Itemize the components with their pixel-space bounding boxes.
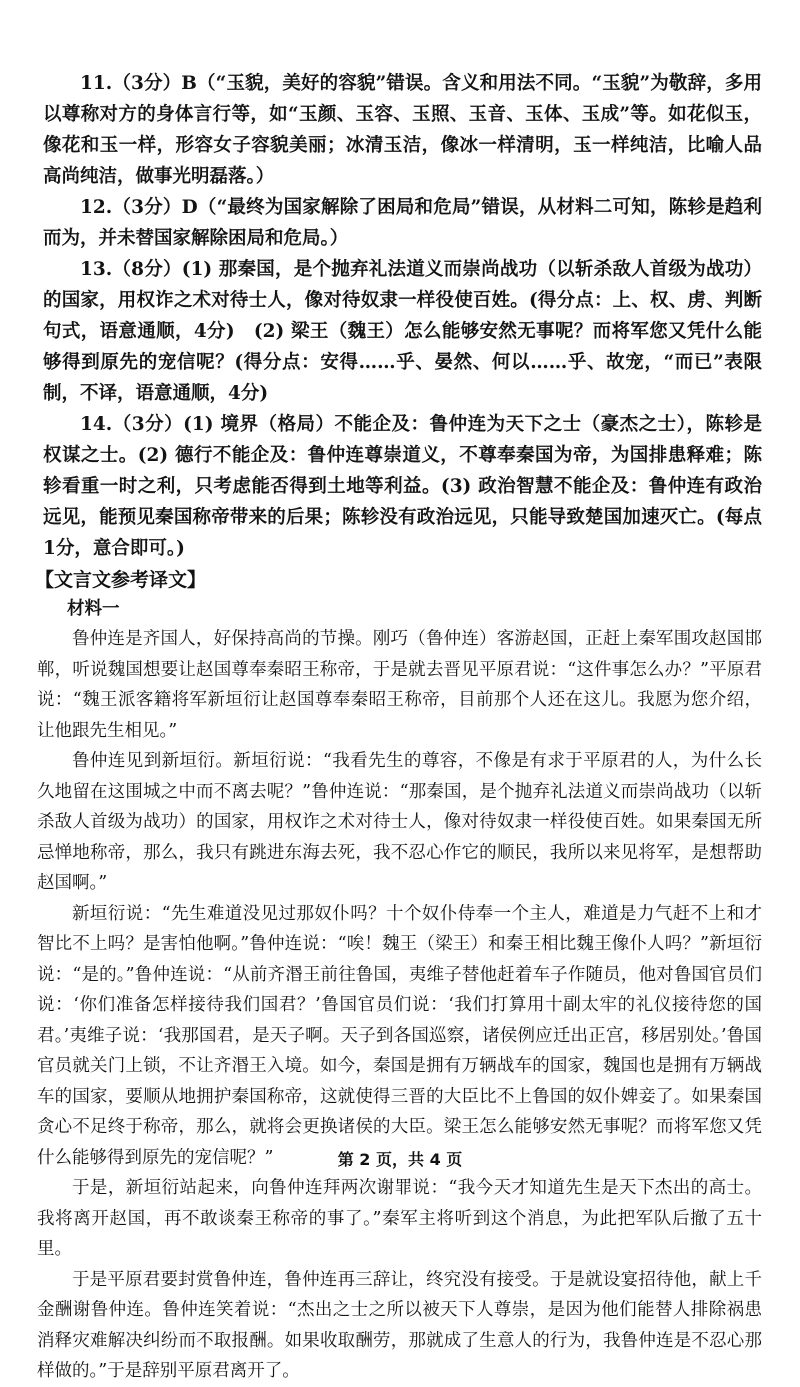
answer-key	[43, 68, 762, 564]
translation-body	[37, 624, 762, 1387]
answer-14: 14.（3分）(1) 境界（格局）不能企及：鲁仲连为天下之士（豪杰之士），陈轸是权谋之士。(2) 德行不能企及：鲁仲连尊崇道义，不尊奉秦国为帝，为国排患释难；陈轸看重一时之利，只考虑能否得到土地等利益。(3) 政治智慧不能企及：鲁仲连有政治远见，能预见秦国称帝带来的后果；陈轸没有政治远见，只能导致楚国加速灭亡。(每点1分，意合即可。)	[43, 414, 762, 559]
translation-paragraph: 鲁仲连是齐国人，好保持高尚的节操。刚巧（鲁仲连）客游赵国，正赶上秦军围攻赵国邯郸，听说魏国想要让赵国尊奉秦昭王称帝，于是就去晋见平原君说：“这件事怎么办？”平原君说：“魏王派客籍将军新垣衍让赵国尊奉秦昭王称帝，目前那个人还在这儿。我愿为您介绍，让他跟先生相见。”	[37, 629, 762, 741]
page-number: 第 2 页，共 4 页	[337, 1150, 463, 1169]
section-heading: 【文言文参考译文】	[35, 569, 207, 591]
translation-paragraph: 于是，新垣衍站起来，向鲁仲连拜两次谢罪说：“我今天才知道先生是天下杰出的高士。我将离开赵国，再不敢谈秦王称帝的事了。”秦军主将听到这个消息，为此把军队后撤了五十里。	[37, 1178, 762, 1259]
material-heading: 材料一	[67, 599, 120, 619]
translation-paragraph: 于是平原君要封赏鲁仲连，鲁仲连再三辞让，终究没有接受。于是就设宴招待他，献上千金酬谢鲁仲连。鲁仲连笑着说：“杰出之士之所以被天下人尊崇，是因为他们能替人排除祸患消释灾难解决纠纷而不取报酬。如果收取酬劳，那就成了生意人的行为，我鲁仲连是不忍心那样做的。”于是辞别平原君离开了。	[37, 1269, 762, 1381]
answer-12: 12.（3分）D（“最终为国家解除了困局和危局”错误，从材料二可知，陈轸是趋利而为，并未替国家解除困局和危局。）	[43, 197, 762, 249]
answer-13: 13.（8分）(1) 那秦国，是个抛弃礼法道义而崇尚战功（以斩杀敌人首级为战功）的国家，用权诈之术对待士人，像对待奴隶一样役使百姓。(得分点：上、权、虏、判断句式，语意通顺，4分) (2) 梁王（魏王）怎么能够安然无事呢？而将军您又凭什么能够得到原先的宠信呢？(得分点：安得……乎、晏然、何以……乎、故宠，“而已”表限制，不译，语意通顺，4分)	[43, 259, 762, 404]
answer-11: 11.（3分）B（“玉貌，美好的容貌”错误。含义和用法不同。“玉貌”为敬辞，多用以尊称对方的身体言行等，如“玉颜、玉容、玉照、玉音、玉体、玉成”等。如花似玉，像花和玉一样，形容女子容貌美丽；冰清玉洁，像冰一样清明，玉一样纯洁，比喻人品高尚纯洁，做事光明磊落。）	[43, 73, 762, 187]
translation-paragraph: 新垣衍说：“先生难道没见过那奴仆吗？十个奴仆侍奉一个主人，难道是力气赶不上和才智比不上吗？是害怕他啊。”鲁仲连说：“唉！魏王（梁王）和秦王相比魏王像仆人吗？”新垣衍说：“是的。”鲁仲连说：“从前齐湣王前往鲁国，夷维子替他赶着车子作随员，他对鲁国官员们说：‘你们准备怎样接待我们国君？’鲁国官员们说：‘我们打算用十副太牢的礼仪接待您的国君。’夷维子说：‘我那国君，是天子啊。天子到各国巡察，诸侯例应迁出正宫，移居别处。’鲁国官员就关门上锁，不让齐湣王入境。如今，秦国是拥有万辆战车的国家，魏国也是拥有万辆战车的国家，要顺从地拥护秦国称帝，这就使得三晋的大臣比不上鲁国的奴仆婢妾了。如果秦国贪心不足终于称帝，那么，就将会更换诸侯的大臣。梁王怎么能够安然无事呢？而将军您又凭什么能够得到原先的宠信呢？”	[37, 903, 762, 1168]
translation-paragraph: 鲁仲连见到新垣衍。新垣衍说：“我看先生的尊容，不像是有求于平原君的人，为什么长久地留在这围城之中而不离去呢？”鲁仲连说：“那秦国，是个抛弃礼法道义而崇尚战功（以斩杀敌人首级为战功）的国家，用权诈之术对待士人，像对待奴隶一样役使百姓。如果秦国无所忌惮地称帝，那么，我只有跳进东海去死，我不忍心作它的顺民，我所以来见将军，是想帮助赵国啊。”	[37, 751, 762, 893]
